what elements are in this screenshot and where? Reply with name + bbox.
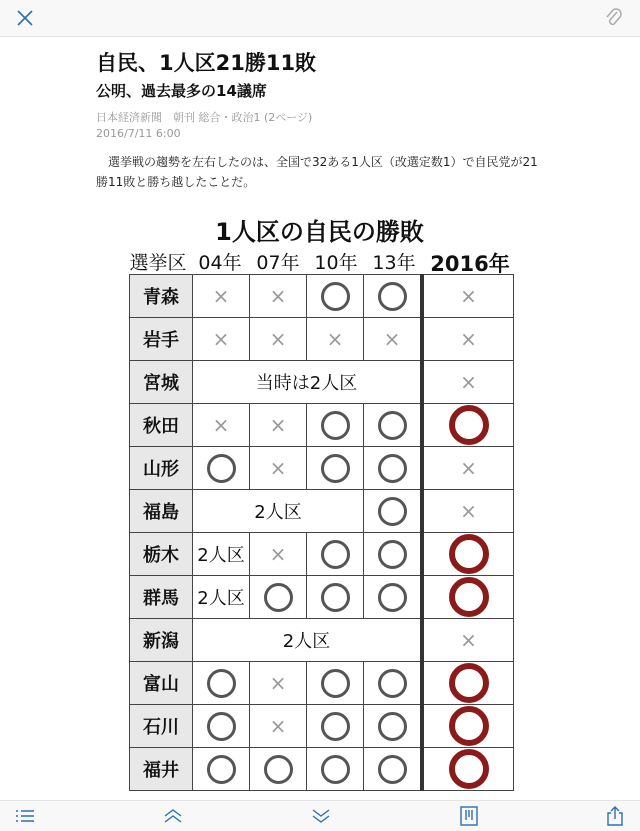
span-note: 2人区	[193, 533, 250, 576]
table-row	[130, 662, 514, 705]
prefecture-name: 栃木	[130, 533, 193, 576]
win-2016-mark	[449, 405, 489, 445]
loss-2016-mark: ×	[460, 627, 477, 652]
result-cell	[193, 275, 250, 318]
bottom-toolbar	[0, 800, 640, 831]
header-2013: 13年	[372, 252, 416, 274]
table-row	[130, 447, 514, 490]
article-meta	[96, 110, 546, 142]
header-district: 選挙区	[129, 252, 187, 274]
result-cell	[250, 318, 307, 361]
win-mark	[378, 454, 407, 483]
prefecture-name: 岩手	[130, 318, 193, 361]
win-mark	[378, 540, 407, 569]
loss-mark: ×	[269, 670, 287, 695]
columns-icon[interactable]	[458, 806, 480, 826]
win-mark	[207, 755, 236, 784]
win-mark	[378, 669, 407, 698]
win-2016-mark	[449, 577, 489, 617]
paperclip-icon[interactable]	[604, 7, 624, 29]
result-cell	[193, 404, 250, 447]
win-mark	[264, 755, 293, 784]
table-row	[130, 576, 514, 619]
header-2010: 10年	[314, 252, 358, 274]
win-mark	[207, 669, 236, 698]
result-cell	[364, 748, 423, 791]
result-cell	[250, 533, 307, 576]
prefecture-name: 富山	[130, 662, 193, 705]
win-mark	[207, 454, 236, 483]
win-mark	[378, 712, 407, 741]
win-mark	[321, 282, 350, 311]
article-date: 2016/7/11 6:00	[96, 127, 181, 140]
result-cell	[364, 705, 423, 748]
result-cell	[307, 447, 364, 490]
result-cell	[364, 576, 423, 619]
prefecture-name: 宮城	[130, 361, 193, 404]
loss-mark: ×	[212, 412, 230, 437]
win-mark	[321, 454, 350, 483]
chevron-down-icon[interactable]	[310, 806, 332, 826]
results-table	[129, 274, 514, 791]
result-cell	[307, 705, 364, 748]
loss-2016-mark: ×	[460, 283, 477, 308]
results-graphic	[119, 208, 520, 800]
loss-2016-mark: ×	[460, 455, 477, 480]
win-mark	[321, 540, 350, 569]
table-row	[130, 404, 514, 447]
loss-2016-mark: ×	[460, 498, 477, 523]
loss-mark: ×	[212, 283, 230, 308]
result-cell	[364, 275, 423, 318]
table-row	[130, 490, 514, 533]
result-cell	[307, 275, 364, 318]
loss-mark: ×	[269, 326, 287, 351]
result-2016-cell	[422, 361, 514, 404]
result-cell	[364, 662, 423, 705]
result-cell	[193, 705, 250, 748]
result-2016-cell	[422, 533, 514, 576]
loss-mark: ×	[269, 412, 287, 437]
article-body: 選挙戦の趨勢を左右したのは、全国で32ある1人区（改選定数1）で自民党が21勝11敗と勝ち越したことだ。	[96, 155, 538, 189]
result-2016-cell	[422, 447, 514, 490]
win-mark	[321, 669, 350, 698]
table-row	[130, 318, 514, 361]
win-2016-mark	[449, 534, 489, 574]
result-cell	[250, 404, 307, 447]
win-mark	[378, 282, 407, 311]
result-cell	[193, 662, 250, 705]
result-2016-cell	[422, 619, 514, 662]
result-cell	[307, 404, 364, 447]
close-icon[interactable]	[14, 7, 36, 29]
result-cell	[364, 447, 423, 490]
prefecture-name: 群馬	[130, 576, 193, 619]
win-2016-mark	[449, 749, 489, 789]
graphic-title: 1人区の自民の勝敗	[215, 218, 424, 246]
loss-mark: ×	[326, 326, 344, 351]
result-cell	[250, 705, 307, 748]
win-mark	[321, 755, 350, 784]
result-2016-cell	[422, 490, 514, 533]
win-2016-mark	[449, 706, 489, 746]
table-row	[130, 619, 514, 662]
win-mark	[264, 583, 293, 612]
result-cell	[364, 490, 423, 533]
prefecture-name: 新潟	[130, 619, 193, 662]
result-cell	[307, 318, 364, 361]
span-note: 2人区	[193, 576, 250, 619]
result-2016-cell	[422, 318, 514, 361]
loss-mark: ×	[212, 326, 230, 351]
header-2007: 07年	[256, 252, 300, 274]
article-title: 自民、1人区21勝11敗	[96, 51, 317, 75]
result-cell	[364, 318, 423, 361]
prefecture-name: 秋田	[130, 404, 193, 447]
article-source: 日本経済新聞 朝刊 総合・政治1 (2ページ)	[96, 111, 313, 124]
table-row	[130, 361, 514, 404]
result-2016-cell	[422, 662, 514, 705]
top-toolbar	[0, 0, 640, 37]
header-2004: 04年	[198, 252, 242, 274]
loss-mark: ×	[269, 283, 287, 308]
result-cell	[307, 748, 364, 791]
article-subtitle: 公明、過去最多の14議席	[96, 82, 267, 100]
loss-mark: ×	[383, 326, 401, 351]
result-2016-cell	[422, 748, 514, 791]
win-mark	[378, 497, 407, 526]
table-row	[130, 748, 514, 791]
win-mark	[378, 755, 407, 784]
result-cell	[193, 748, 250, 791]
win-mark	[207, 712, 236, 741]
result-cell	[250, 662, 307, 705]
prefecture-name: 青森	[130, 275, 193, 318]
win-mark	[321, 583, 350, 612]
table-row	[130, 275, 514, 318]
loss-2016-mark: ×	[460, 369, 477, 394]
header-2016: 2016年	[430, 252, 510, 276]
result-cell	[307, 533, 364, 576]
result-2016-cell	[422, 576, 514, 619]
result-cell	[364, 404, 423, 447]
article	[96, 48, 546, 204]
share-icon[interactable]	[604, 806, 626, 826]
span-note: 当時は2人区	[193, 361, 423, 404]
prefecture-name: 福井	[130, 748, 193, 791]
win-mark	[321, 411, 350, 440]
result-cell	[250, 576, 307, 619]
result-2016-cell	[422, 275, 514, 318]
result-2016-cell	[422, 404, 514, 447]
win-mark	[321, 712, 350, 741]
loss-2016-mark: ×	[460, 326, 477, 351]
result-cell	[250, 447, 307, 490]
loss-mark: ×	[269, 713, 287, 738]
loss-mark: ×	[269, 455, 287, 480]
result-cell	[193, 318, 250, 361]
win-mark	[378, 583, 407, 612]
table-row	[130, 705, 514, 748]
span-note: 2人区	[193, 490, 364, 533]
result-cell	[193, 447, 250, 490]
result-cell	[307, 662, 364, 705]
list-icon[interactable]	[14, 806, 36, 826]
result-cell	[364, 533, 423, 576]
table-row	[130, 533, 514, 576]
result-cell	[250, 275, 307, 318]
win-2016-mark	[449, 663, 489, 703]
loss-mark: ×	[269, 541, 287, 566]
result-cell	[307, 576, 364, 619]
prefecture-name: 石川	[130, 705, 193, 748]
result-2016-cell	[422, 705, 514, 748]
result-cell	[250, 748, 307, 791]
span-note: 2人区	[193, 619, 423, 662]
chevron-up-icon[interactable]	[162, 806, 184, 826]
win-mark	[378, 411, 407, 440]
prefecture-name: 山形	[130, 447, 193, 490]
prefecture-name: 福島	[130, 490, 193, 533]
